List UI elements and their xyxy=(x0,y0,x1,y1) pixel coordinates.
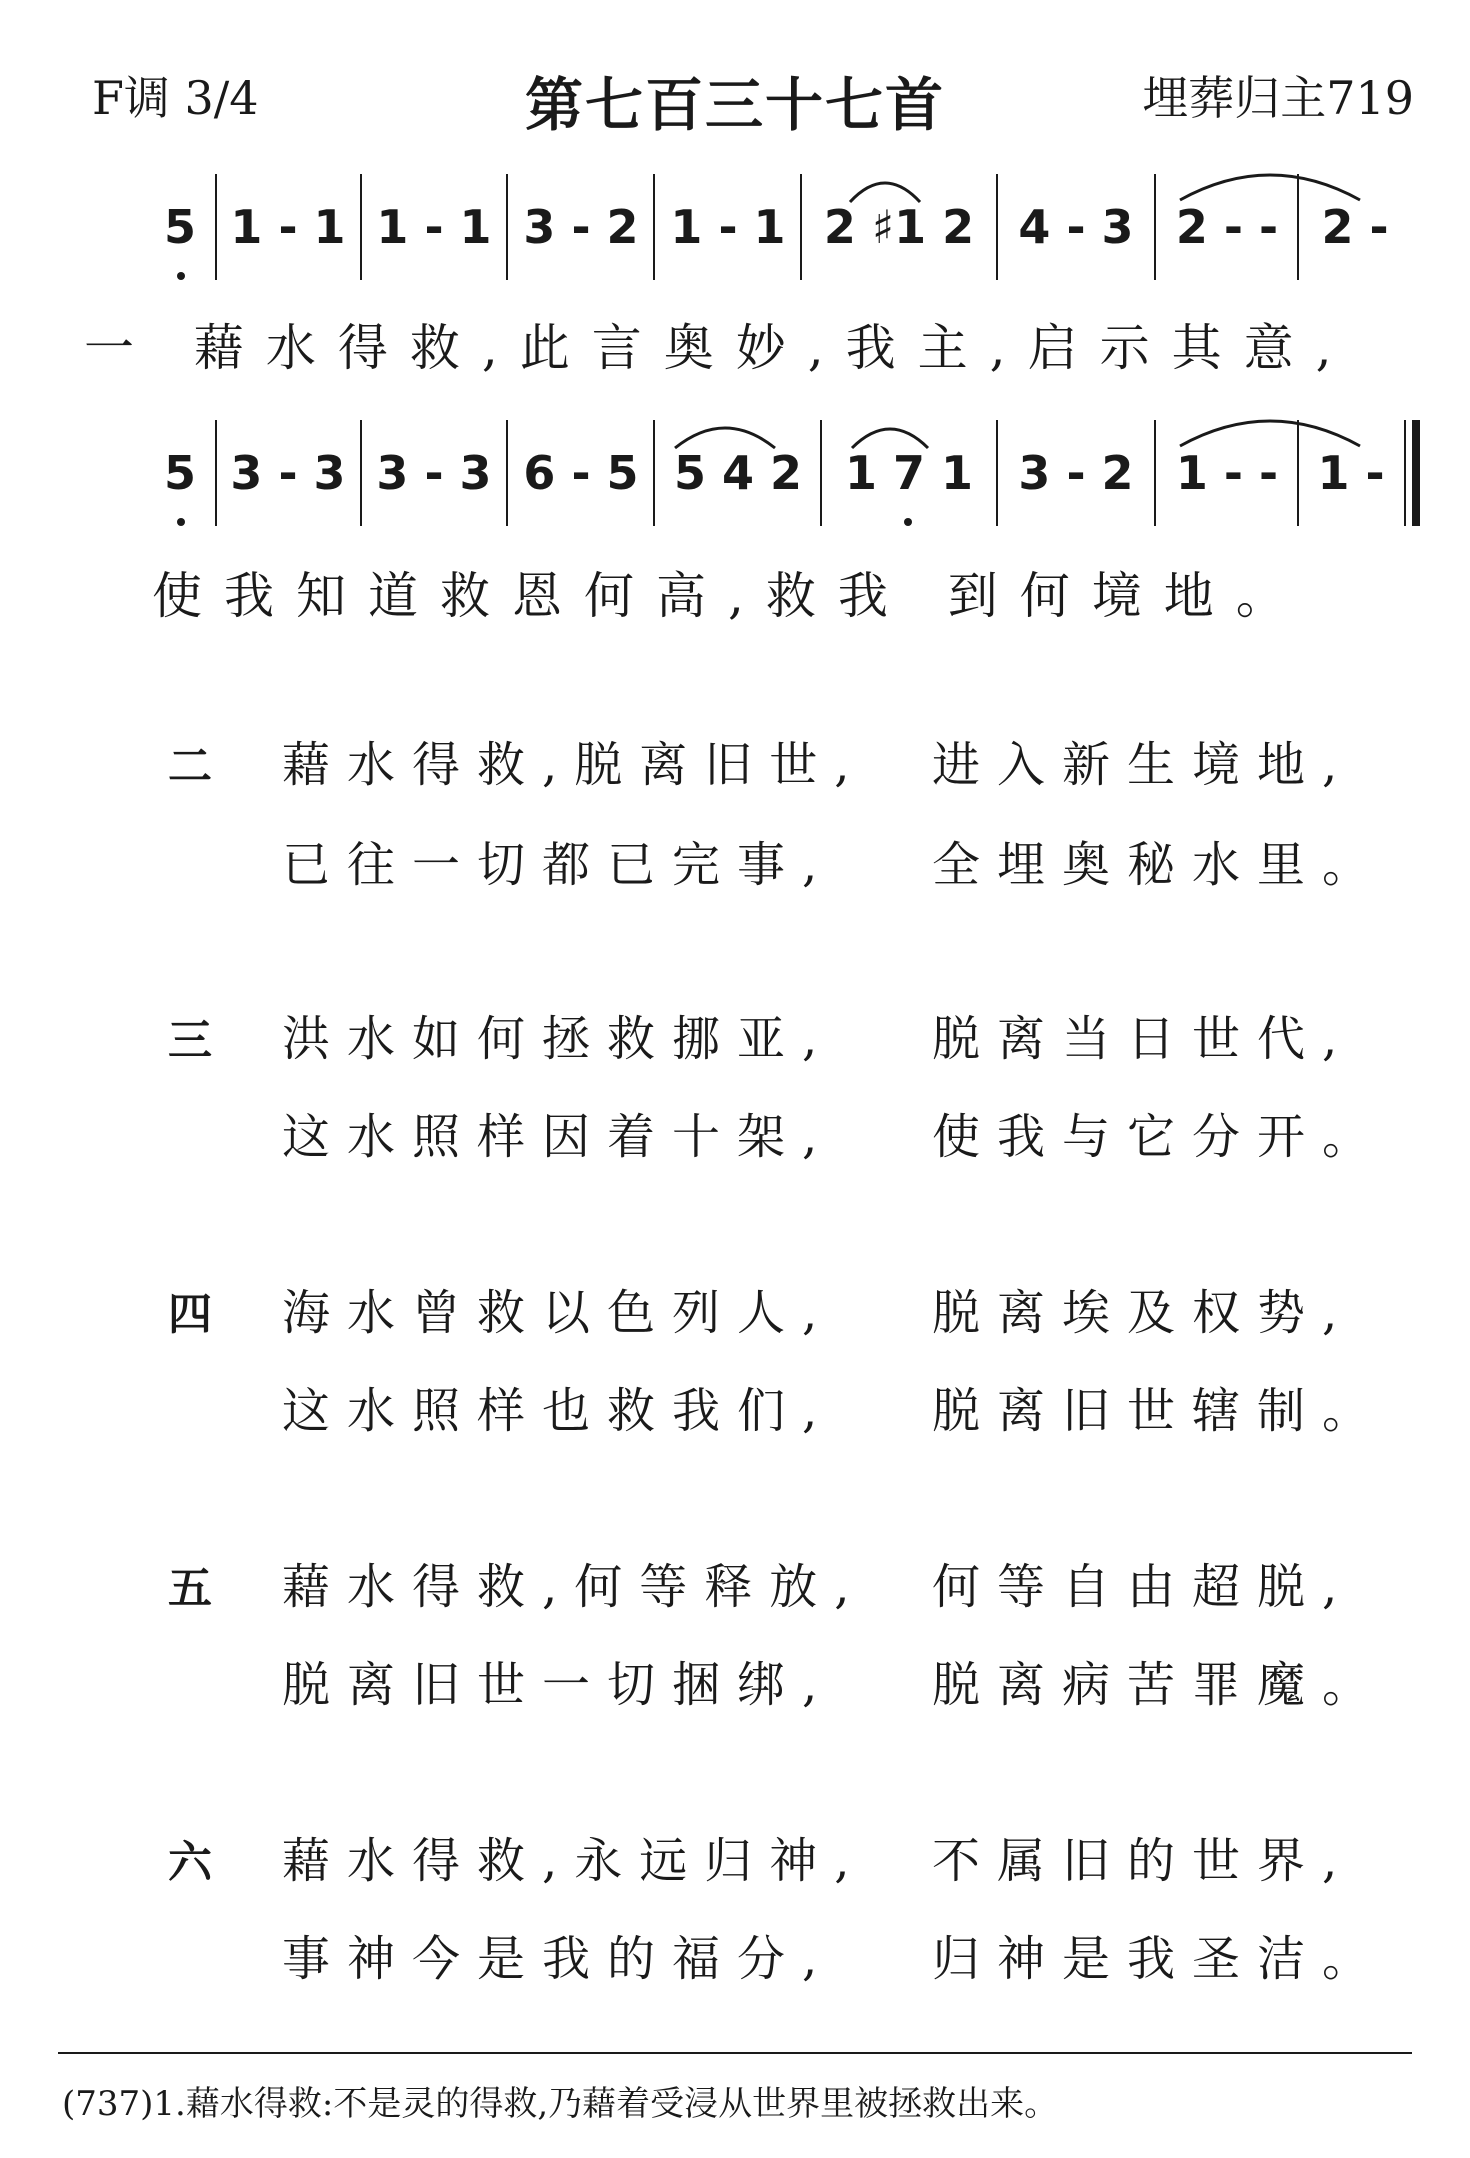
lyric-line-2: 使我知道救恩何高,救我 到何境地。 xyxy=(152,567,1308,625)
verse-text: 全埋奥秘水里。 xyxy=(932,837,1388,893)
verse-number: 三 xyxy=(168,1015,212,1066)
verse-text: 事神今是我的福分, xyxy=(282,1931,835,1987)
measure: 3 - 3 xyxy=(376,446,492,500)
measure: 1 - - xyxy=(1175,446,1279,500)
measure: 5 xyxy=(163,200,196,254)
verse-text: 脱离病苦罪魔。 xyxy=(932,1657,1388,1713)
notation-line-1 xyxy=(160,172,1420,282)
verse-text: 藉水得救,永远归神, xyxy=(282,1833,867,1889)
key-time-signature: F调 3/4 xyxy=(92,71,259,125)
verse-text: 归神是我圣洁。 xyxy=(932,1931,1388,1987)
measure: 5 4 2 xyxy=(673,446,803,500)
measure: 5 xyxy=(163,446,196,500)
measure: 1 - 1 xyxy=(230,200,346,254)
measure: 3 - 2 xyxy=(523,200,639,254)
verse-number: 四 xyxy=(168,1289,212,1340)
measure: 6 - 5 xyxy=(523,446,639,500)
verse-text: 藉水得救,何等释放, xyxy=(282,1559,867,1615)
verse-text: 洪水如何拯救挪亚, xyxy=(282,1011,835,1067)
measure: 3 - 2 xyxy=(1018,446,1134,500)
lyric-line-1: 一 藉水得救,此言奥妙,我主,启示其意, xyxy=(84,319,1354,377)
hymn-reference: 埋葬归主719 xyxy=(1142,71,1414,125)
verse-text: 已往一切都已完事, xyxy=(282,837,835,893)
verse-text: 脱离旧世辖制。 xyxy=(932,1383,1388,1439)
slur-marks xyxy=(160,418,1420,528)
measure: 2 - - xyxy=(1175,200,1279,254)
measure: 2 ♯1 2 xyxy=(823,200,975,254)
verse-text: 海水曾救以色列人, xyxy=(282,1285,835,1341)
measure: 3 - 3 xyxy=(230,446,346,500)
verse-number: 六 xyxy=(168,1837,212,1888)
verse-text: 脱离旧世一切捆绑, xyxy=(282,1657,835,1713)
measure: 1 - 1 xyxy=(670,200,786,254)
verse-number: 五 xyxy=(168,1563,212,1614)
verse-text: 进入新生境地, xyxy=(932,737,1355,793)
measure: 1 7 1 xyxy=(844,446,974,500)
verse-text: 这水照样也救我们, xyxy=(282,1383,835,1439)
measure: 4 - 3 xyxy=(1018,200,1134,254)
measure: 1 - xyxy=(1317,446,1385,500)
measure: 1 - 1 xyxy=(376,200,492,254)
verse-number: 二 xyxy=(168,741,212,792)
verse-text: 脱离埃及权势, xyxy=(932,1285,1355,1341)
verse-text: 何等自由超脱, xyxy=(932,1559,1355,1615)
slur-marks xyxy=(160,172,1420,282)
verse-text: 使我与它分开。 xyxy=(932,1109,1388,1165)
footnote-divider xyxy=(58,2052,1412,2054)
verse-text: 这水照样因着十架, xyxy=(282,1109,835,1165)
hymn-title: 第七百三十七首 xyxy=(524,71,945,139)
verse-text: 脱离当日世代, xyxy=(932,1011,1355,1067)
notation-line-2 xyxy=(160,418,1420,528)
verse-text: 不属旧的世界, xyxy=(932,1833,1355,1889)
footnote: (737)1.藉水得救:不是灵的得救,乃藉着受浸从世界里被拯救出来。 xyxy=(62,2084,1059,2124)
verse-text: 藉水得救,脱离旧世, xyxy=(282,737,867,793)
measure: 2 - xyxy=(1321,200,1389,254)
